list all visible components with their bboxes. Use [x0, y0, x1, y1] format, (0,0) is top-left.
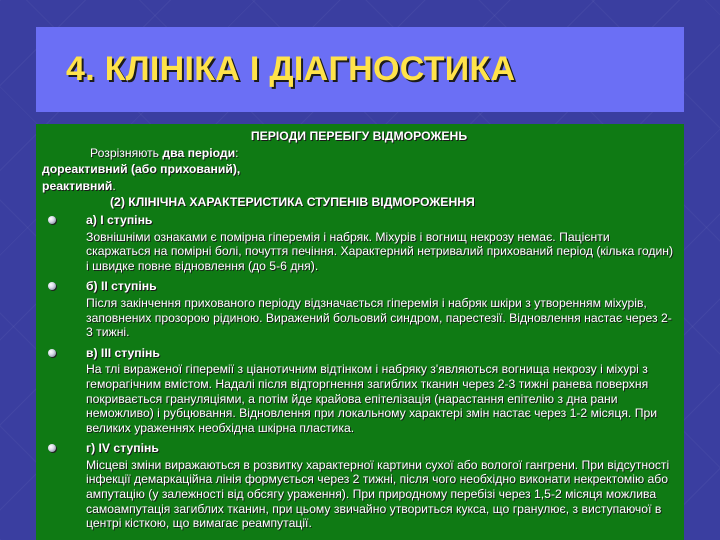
intro-bold: два періоди [162, 145, 236, 160]
degree-text: Місцеві зміни виражаються в розвитку характерної картини сухої або вологої гангрени. При відсутності інфекції демаркаційна лінія формується через 2 тижні, після чого необхідно виконати некректомію або ампутацію (у залежності від обсягу ураження). При природному перебізі через 1,5-2 місяця можлива самоампутація загиблих тканин, при цьому звичайно утвориться кукса, що гранулює, з виступаючої в центрі кісткою, що вимагає реампутації. [86, 457, 670, 531]
degree-item-2 [42, 279, 676, 343]
degree-label: а) І ступінь [86, 212, 153, 227]
bullet-icon [42, 279, 86, 293]
intro-suffix: : [235, 145, 239, 160]
bullet-icon [42, 441, 86, 455]
degree-item-4 [42, 441, 676, 535]
bullet-icon [42, 213, 86, 227]
degree-text: На тлі вираженої гіперемії з ціанотичним відтінком і набряку з'являються вогнища некрозу і міхурі з геморагічним вмістом. Надалі після відторгнення загиблих тканин через 2-3 тижні ранева поверхня покривається грануляціями, а потім йде крайова епітелізація (нарастання епітелію з дна рани неможливо) і рубцювання. Відновлення при локальному характері змін настає через 1-2 місяця. При великих ураженнях необхідна шкірна пластика. [86, 362, 658, 435]
degree-text: Після закінчення прихованого періоду відзначається гіперемія і набряк шкіри з утворенням міхурів, заповнених прозорою рідиною. Виражений больовий синдром, парестезії. Відновлення настає через 2-3 тижні. [86, 295, 672, 340]
content-panel [36, 124, 684, 540]
degree-item-3 [42, 346, 676, 440]
degrees-heading: (2) КЛІНІЧНА ХАРАКТЕРИСТИКА СТУПЕНІВ ВІДМОРОЖЕННЯ [110, 195, 475, 210]
period-2: реактивний [42, 178, 113, 193]
bullet-icon [42, 346, 86, 360]
degree-item-1 [42, 213, 676, 277]
degree-label: в) ІІІ ступінь [86, 345, 160, 360]
intro-prefix: Розрізняють [90, 145, 163, 160]
intro-line [42, 146, 676, 161]
period-2-line [42, 179, 676, 194]
period-1: дореактивний (або прихований), [42, 162, 241, 177]
degree-label: г) IV ступінь [86, 441, 159, 456]
degree-text: Зовнішніми ознаками є помірна гіперемія і набряк. Міхурів і вогнищ некрозу немає. Пацієнти скаржаться на помірні болі, почуття печіння. Характерний нетривалий прихований період (кілька годин) і швидке повне відновлення (до 5-6 дня). [86, 229, 674, 273]
title-bar [36, 27, 684, 112]
periods-heading: ПЕРІОДИ ПЕРЕБІГУ ВІДМОРОЖЕНЬ [250, 129, 468, 143]
degree-label: б) ІІ ступінь [86, 279, 157, 294]
period-2-suffix: . [112, 178, 116, 193]
slide-title: 4. КЛІНІКА І ДІАГНОСТИКА [66, 50, 516, 88]
